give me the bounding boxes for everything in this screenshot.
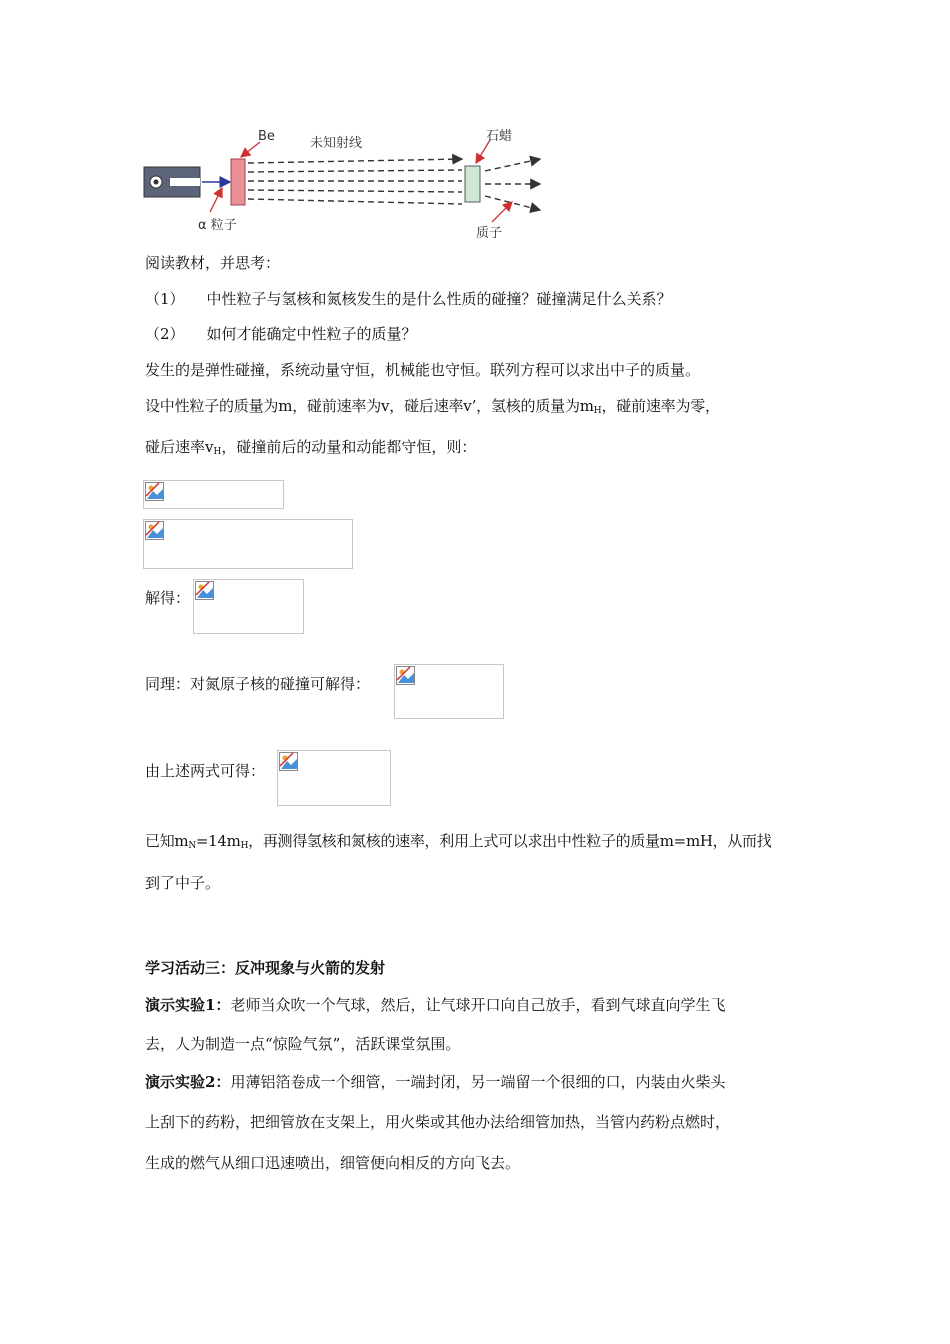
- demo-1-line-1: 演示实验1：老师当众吹一个气球，然后，让气球开口向自己放手，看到气球直向学生飞: [145, 996, 726, 1014]
- equation-image-energy: [143, 519, 353, 569]
- demo-1-label: 演示实验1：: [145, 996, 231, 1014]
- equation-image-nitrogen: [394, 664, 504, 719]
- broken-image-icon: [145, 482, 165, 502]
- known-paragraph-line-2: 到了中子。: [145, 874, 221, 892]
- broken-image-icon: [396, 666, 416, 686]
- broken-image-icon: [279, 752, 299, 772]
- neutron-discovery-diagram: [140, 126, 550, 242]
- question-2-number: （2）: [145, 325, 185, 343]
- activity-three-title: 学习活动三：反冲现象与火箭的发射: [145, 959, 386, 977]
- demo-2-line-3: 生成的燃气从细口迅速喷出，细管便向相反的方向飞去。: [145, 1154, 521, 1172]
- demo-1-line-2: 去，人为制造一点“惊险气氛”，活跃课堂氛围。: [145, 1035, 461, 1053]
- paraffin-block: [465, 166, 480, 202]
- label-alpha-particle: α 粒子: [198, 218, 237, 233]
- equation-image-momentum: [143, 480, 284, 509]
- equation-image-combined: [277, 750, 391, 806]
- solve-label: 解得：: [145, 589, 191, 607]
- answer-paragraph-1: 发生的是弹性碰撞，系统动量守恒，机械能也守恒。联列方程可以求出中子的质量。: [145, 361, 701, 379]
- similar-label: 同理：对氮原子核的碰撞可解得：: [145, 675, 371, 693]
- demo-2-label: 演示实验2：: [145, 1073, 231, 1091]
- question-1: [145, 288, 672, 309]
- broken-image-icon: [145, 521, 165, 541]
- answer-paragraph-2-line-1: 设中性粒子的质量为m，碰前速率为v，碰后速率v’，氢核的质量为$m_H$，碰前速率为零，: [145, 397, 720, 416]
- question-1-text: 中性粒子与氢核和氮核发生的是什么性质的碰撞？碰撞满足什么关系？: [206, 290, 672, 308]
- demo-2-line-1: 演示实验2：用薄铝箔卷成一个细管，一端封闭，另一端留一个很细的口，内装由火柴头: [145, 1073, 726, 1091]
- question-1-number: （1）: [145, 290, 185, 308]
- label-unknown-ray: 未知射线: [310, 136, 363, 151]
- combine-label: 由上述两式可得：: [145, 762, 266, 780]
- be-plate: [231, 159, 245, 205]
- label-proton: 质子: [476, 226, 503, 241]
- unknown-rays: [248, 159, 540, 210]
- equation-image-solution: [193, 579, 304, 634]
- known-paragraph-line-1: 已知$m_N=14m_H$，再测得氢核和氮核的速率，利用上式可以求出中性粒子的质量m=mH，从而找: [145, 832, 772, 851]
- intro-text: 阅读教材，并思考：: [145, 254, 281, 272]
- answer-paragraph-2-line-2: 碰后速率$v_H$，碰撞前后的动量和动能都守恒，则：: [145, 438, 477, 457]
- question-2: [145, 323, 417, 344]
- label-be: Be: [258, 129, 275, 144]
- question-2-text: 如何才能确定中性粒子的质量？: [206, 325, 417, 343]
- demo-2-line-2: 上刮下的药粉，把细管放在支架上，用火柴或其他办法给细管加热，当管内药粉点燃时，: [145, 1113, 731, 1131]
- alpha-source: [144, 167, 200, 197]
- broken-image-icon: [195, 581, 215, 601]
- label-paraffin: 石蜡: [486, 129, 513, 144]
